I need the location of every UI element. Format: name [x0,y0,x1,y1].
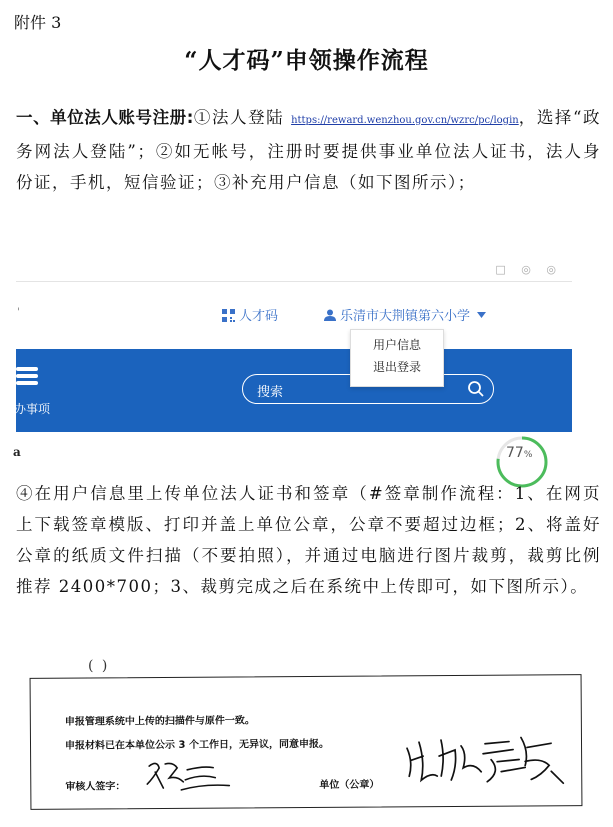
unit-seal-signature [401,731,571,788]
search-icon[interactable] [467,380,485,398]
user-icon [324,309,336,321]
signature-template-screenshot [28,658,588,812]
reviewer-signature-label: 审核人签字： [65,781,126,793]
search-placeholder: 搜索 [257,385,284,400]
left-mark: ' [17,307,20,318]
signature-frame [30,674,583,810]
talent-code-link[interactable] [222,305,278,324]
left-nav-label[interactable]: 办事项 [14,402,51,416]
progress-label: 77% [506,445,533,461]
attachment-label: 附件 3 [14,13,62,32]
user-dropdown-menu [350,329,444,387]
page-title: “人才码”申领操作流程 [184,47,429,74]
bottom-mark: a [13,445,21,459]
section1-heading: 一、单位法人账号注册: [16,108,194,127]
consistency-statement: 申报管理系统中上传的扫描件与原件一致。 [64,715,255,728]
window-control-icons: □ ◎ ◎ [495,263,562,276]
qr-code-icon [222,309,235,322]
section1-paragraph [16,102,601,198]
user-dropdown[interactable] [324,305,486,324]
section1-text-a: ①法人登陆 [193,108,292,127]
unit-seal-label: 单位（公章） [319,779,380,791]
nav-bar [16,349,572,432]
user-info-screenshot [13,261,572,461]
step4-paragraph: ④在用户信息里上传单位法人证书和签章（#签章制作流程：1、在网页上下载签章模版、打印并盖上单位公章，公章不要超过边框；2、将盖好公章的纸质文件扫描（不要拍照），并通过电脑进行图片裁剪，裁剪比例推荐 2400*700；3、裁剪完成之后在系统中上传即可，如下图所示）。 [16,484,601,596]
publicity-statement: 申报材料已在本单位公示 3 个工作日，无异议，同意申报。 [64,738,329,752]
header-divider [16,281,572,282]
cropped-text: ( ) [88,658,110,674]
talent-code-label: 人才码 [239,309,279,324]
reviewer-signature [143,758,233,795]
menu-item-user-info[interactable]: 用户信息 [372,338,421,352]
user-name: 乐清市大荆镇第六小学 [340,309,471,324]
login-url-link[interactable]: https://reward.wenzhou.gov.cn/wzrc/pc/login [291,115,519,126]
section1-text-b: ，选择“政务网法人登陆”；②如无帐号，注册时要提供事业单位法人证书，法人身份证，手机，短信验证；③补充用户信息（如下图所示）； [16,108,602,192]
menu-icon[interactable] [16,367,38,388]
menu-item-logout[interactable]: 退出登录 [372,360,421,374]
caret-down-icon [477,312,486,318]
